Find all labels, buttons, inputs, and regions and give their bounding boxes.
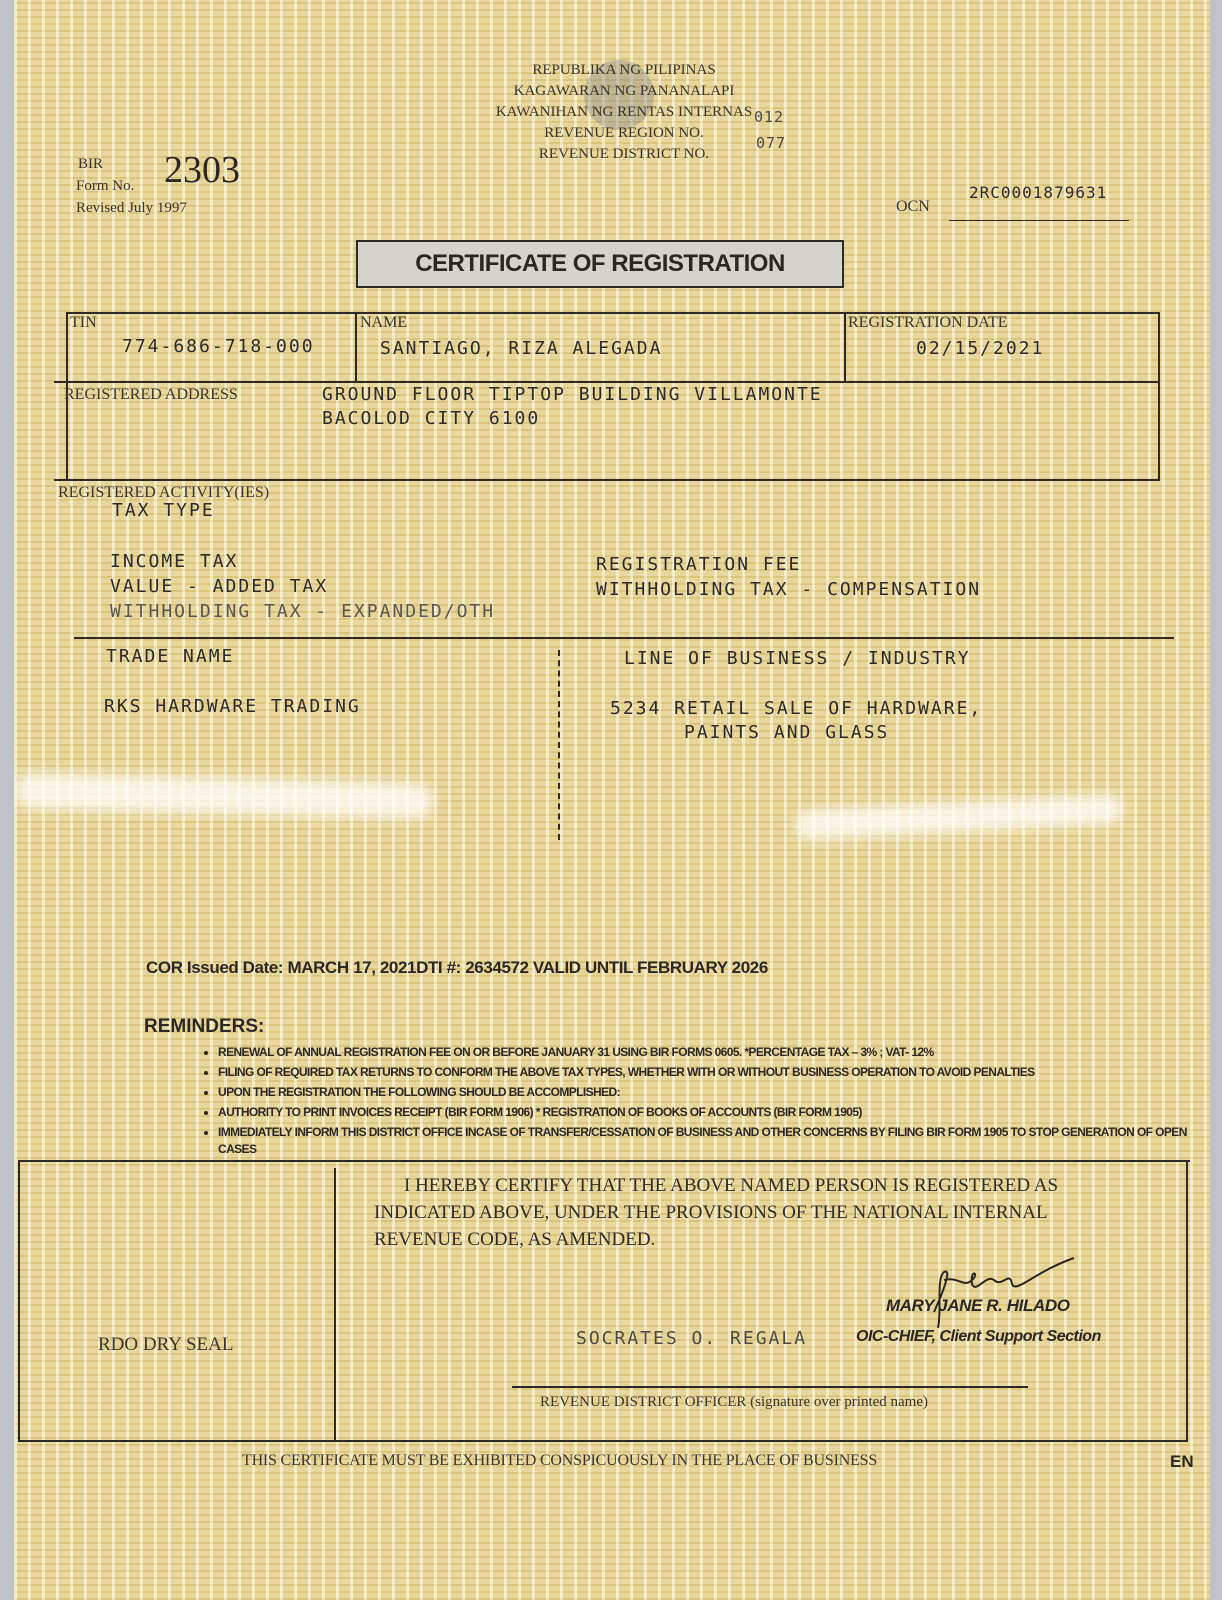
reminder-item: • FILING OF REQUIRED TAX RETURNS TO CONFORM THE ABOVE TAX TYPES, WHETHER WITH OR WITHOUT BUSINESS OPERATION TO AVOID PENALTIES: [218, 1064, 1198, 1081]
form-bir-label: BIR: [78, 156, 104, 172]
reminder-item: • IMMEDIATELY INFORM THIS DISTRICT OFFICE INCASE OF TRANSFER/CESSATION OF BUSINESS AND OTHER CONCERNS BY FILING BIR FORM 1905 TO STOP GENERATION OF OPEN CASES: [218, 1124, 1198, 1158]
lower-box-left: [18, 1160, 20, 1442]
document-title: CERTIFICATE OF REGISTRATION: [356, 240, 844, 288]
lob-line-2: PAINTS AND GLASS: [684, 722, 890, 743]
ocn-underline: [949, 220, 1129, 221]
ocn-value: 2RC0001879631: [969, 183, 1108, 202]
reminder-item: • RENEWAL OF ANNUAL REGISTRATION FEE ON OR BEFORE JANUARY 31 USING BIR FORMS 0605. *PERCENTAGE TAX – 3% ; VAT- 12%: [218, 1044, 1198, 1061]
lower-box-top: [18, 1160, 1190, 1162]
district-number: 077: [756, 134, 787, 152]
row-divider-1: [54, 381, 1160, 383]
certify-line-2: INDICATED ABOVE, UNDER THE PROVISIONS OF THE NATIONAL INTERNAL: [374, 1202, 1048, 1223]
header-line-4: REVENUE REGION NO.: [544, 125, 704, 141]
reg-date-label: REGISTRATION DATE: [848, 314, 1008, 331]
tax-types-right: [596, 552, 981, 602]
reminders-title: REMINDERS:: [144, 1016, 265, 1037]
corner-stamp: EN: [1170, 1452, 1194, 1471]
signature-scribble-icon: [914, 1250, 1084, 1330]
certification-text: [374, 1172, 1174, 1253]
trade-name-label: TRADE NAME: [106, 646, 235, 667]
lower-box-bottom: [18, 1440, 1188, 1442]
form-number: 2303: [164, 149, 240, 191]
tax-type-label: TAX TYPE: [112, 500, 215, 521]
tax-type-item: WITHHOLDING TAX - EXPANDED/OTH: [110, 601, 496, 622]
activities-divider: [74, 637, 1174, 639]
address-line-1: GROUND FLOOR TIPTOP BUILDING VILLAMONTE: [322, 384, 823, 405]
reminders-list: [162, 1044, 1198, 1161]
address-label: REGISTERED ADDRESS: [64, 386, 238, 403]
glare-right: [793, 793, 1124, 840]
tax-types-left: [110, 549, 495, 624]
trade-name-value: RKS HARDWARE TRADING: [104, 696, 361, 717]
header-line-1: REPUBLIKA NG PILIPINAS: [532, 62, 716, 78]
officer-label: REVENUE DISTRICT OFFICER (signature over printed name): [540, 1394, 929, 1410]
lob-label: LINE OF BUSINESS / INDUSTRY: [624, 648, 971, 669]
seal-divider: [334, 1168, 336, 1442]
tax-type-item: INCOME TAX: [110, 551, 239, 572]
region-number: 012: [754, 108, 785, 126]
signatory-name: MARY JANE R. HILADO: [886, 1296, 1070, 1315]
tax-type-item: VALUE - ADDED TAX: [110, 576, 329, 597]
reminder-item: • UPON THE REGISTRATION THE FOLLOWING SHOULD BE ACCOMPLISHED:: [218, 1084, 1198, 1101]
tin-divider: [355, 312, 357, 382]
cor-issued-date: COR Issued Date: MARCH 17, 2021DTI #: 2634572 VALID UNTIL FEBRUARY 2026: [146, 958, 768, 977]
rdo-dry-seal-label: RDO DRY SEAL: [98, 1334, 234, 1355]
row-divider-2: [54, 479, 1160, 481]
certify-line-1: I HEREBY CERTIFY THAT THE ABOVE NAMED PERSON IS REGISTERED AS: [404, 1175, 1059, 1196]
certify-line-3: REVENUE CODE, AS AMENDED.: [374, 1229, 656, 1250]
glare-left: [14, 773, 434, 820]
lower-box-right: [1186, 1160, 1188, 1442]
tin-value: 774-686-718-000: [122, 336, 315, 357]
tax-type-item: WITHHOLDING TAX - COMPENSATION: [596, 579, 982, 600]
reg-date-value: 02/15/2021: [916, 338, 1045, 359]
regdate-divider: [844, 312, 846, 382]
footer-notice: THIS CERTIFICATE MUST BE EXHIBITED CONSPICUOUSLY IN THE PLACE OF BUSINESS: [242, 1452, 878, 1469]
rdo-typed-name: SOCRATES O. REGALA: [576, 1328, 808, 1349]
lob-line-1: 5234 RETAIL SALE OF HARDWARE,: [610, 698, 983, 719]
trade-lob-divider: [558, 650, 560, 840]
header-line-2: KAGAWARAN NG PANANALAPI: [513, 83, 735, 99]
table-right-border: [1158, 312, 1160, 480]
signature-line: [512, 1386, 1028, 1388]
form-no-label: Form No.: [76, 178, 135, 194]
reminder-item: • AUTHORITY TO PRINT INVOICES RECEIPT (BIR FORM 1906) * REGISTRATION OF BOOKS OF ACCOUNTS (BIR FORM 1905): [218, 1104, 1198, 1121]
activities-label: REGISTERED ACTIVITY(IES): [58, 484, 270, 501]
name-label: NAME: [360, 314, 408, 331]
name-value: SANTIAGO, RIZA ALEGADA: [380, 338, 663, 359]
certificate-document: [14, 0, 1210, 1600]
ocn-label: OCN: [896, 198, 930, 215]
signatory-position: OIC-CHIEF, Client Support Section: [856, 1328, 1101, 1345]
tax-type-item: REGISTRATION FEE: [596, 554, 802, 575]
address-line-2: BACOLOD CITY 6100: [322, 408, 541, 429]
header-line-5: REVENUE DISTRICT NO.: [538, 146, 710, 162]
tin-label: TIN: [70, 314, 97, 331]
header-line-3: KAWANIHAN NG RENTAS INTERNAS: [495, 104, 753, 120]
form-revised: Revised July 1997: [76, 200, 187, 216]
